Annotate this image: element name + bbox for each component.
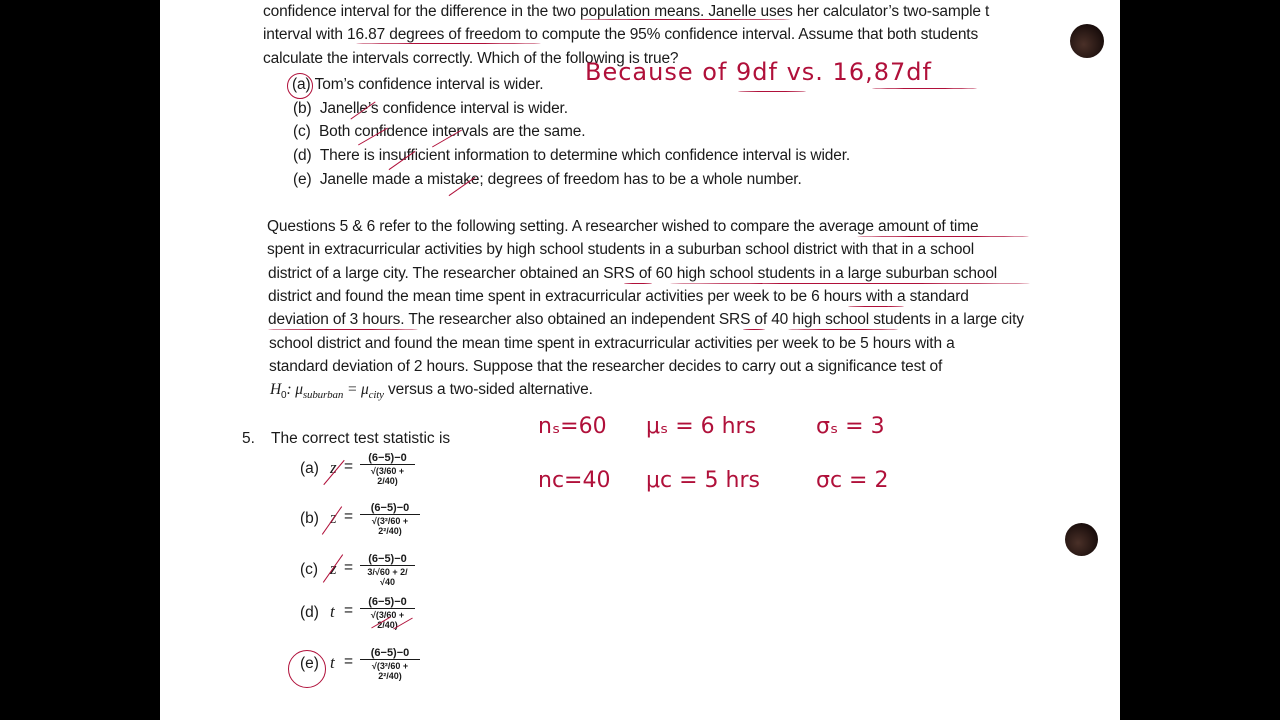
setting-line-2: spent in extracurricular activities by high school students in a suburban school district with that in a school: [267, 241, 975, 258]
q4-option-c: [293, 123, 585, 141]
q5-option-c-var: z: [330, 559, 337, 578]
note-sigma-city: σᴄ = 2: [816, 468, 889, 493]
note-mu-suburban: μₛ = 6 hrs: [646, 414, 757, 439]
handwritten-annotation: Because of 9df vs. 16,87df: [585, 58, 932, 86]
q4-line-1: confidence interval for the difference in the two population means. Janelle uses her calculator’s two-sample t: [263, 3, 990, 20]
denominator: √(3/60 + 2/40): [370, 610, 405, 630]
q5-option-a-formula: [360, 452, 415, 486]
q5-prompt: The correct test statistic is: [271, 430, 451, 447]
option-letter: (e): [293, 171, 312, 188]
setting-line-5: deviation of 3 hours. The researcher also obtained an independent SRS of 40 high school students in a large city: [268, 311, 1024, 328]
option-letter: (d): [293, 147, 312, 164]
numerator: (6−5)−0: [360, 596, 415, 609]
setting-line-6: school district and found the mean time spent in extracurricular activities per week to be 5 hours with a: [269, 335, 955, 352]
option-letter: (a): [292, 76, 311, 93]
selected-answer-circle-e: [288, 650, 326, 688]
q5-option-e-letter: (e): [300, 655, 319, 672]
equals-sign: =: [344, 508, 354, 525]
q4-option-a: [292, 76, 543, 94]
equals-sign: =: [344, 458, 354, 475]
option-text: Janelle’s confidence interval is wider.: [319, 100, 568, 117]
selected-answer-circle: [287, 73, 313, 99]
setting-line-7: standard deviation of 2 hours. Suppose that the researcher decides to carry out a significance test of: [269, 358, 943, 375]
h-subscript: 0: [281, 390, 287, 402]
q5-option-a-var: z: [330, 458, 337, 477]
note-n-city: nᴄ=40: [538, 468, 611, 493]
equals-sign: =: [344, 559, 354, 576]
option-letter: (c): [293, 123, 311, 140]
mu-city: = μ: [343, 381, 369, 398]
worksheet-page: [160, 0, 1120, 720]
numerator: (6−5)−0: [360, 452, 415, 465]
option-text: Tom’s confidence interval is wider.: [314, 76, 544, 93]
note-n-suburban: nₛ=60: [538, 414, 607, 439]
underline-average-time: [857, 236, 1029, 237]
q5-option-e-var: t: [330, 653, 335, 672]
q5-number: 5.: [242, 430, 255, 447]
underline-srs-2: [743, 329, 765, 330]
underline-40-students: [788, 329, 898, 330]
underline-6-hours: [848, 306, 904, 307]
setting-line-4: district and found the mean time spent in extracurricular activities per week to be 6 hours with a standard: [268, 288, 969, 305]
underline-60-students: [670, 283, 1030, 284]
option-text: There is insufficient information to determine which confidence interval is wider.: [319, 147, 851, 164]
equals-sign: =: [344, 602, 354, 619]
q5-option-b-letter: (b): [300, 510, 319, 527]
null-hypothesis: [270, 381, 593, 401]
underline-degrees-of-freedom: [356, 43, 541, 44]
equals-sign: =: [344, 653, 354, 670]
q5-option-e-formula: [360, 647, 420, 681]
mu-suburban: : μ: [286, 381, 303, 398]
option-text: Janelle made a mistake; degrees of freedom has to be a whole number.: [319, 171, 802, 188]
q4-option-e: [293, 171, 802, 189]
q5-option-d-var: t: [330, 602, 335, 621]
option-text: Both confidence intervals are the same.: [318, 123, 586, 140]
q4-option-d: [293, 147, 850, 165]
denominator: √(3/60 + 2/40): [370, 466, 405, 486]
suburban-subscript: suburban: [302, 389, 344, 402]
underline-3-hours: [268, 329, 418, 330]
q5-option-d-formula: [360, 596, 415, 630]
q5-option-d-letter: (d): [300, 604, 319, 621]
numerator: (6−5)−0: [360, 647, 420, 660]
setting-line-1: Questions 5 & 6 refer to the following setting. A researcher wished to compare the average amount of time: [267, 218, 979, 235]
note-sigma-suburban: σₛ = 3: [816, 414, 885, 439]
numerator: (6−5)−0: [360, 502, 420, 515]
q4-line-3: calculate the intervals correctly. Which of the following is true?: [263, 50, 679, 67]
denominator: √(3²/60 + 2²/40): [371, 661, 409, 681]
h-symbol: H: [270, 381, 282, 398]
setting-line-3: district of a large city. The researcher obtained an SRS of 60 high school students in a large suburban school: [268, 265, 998, 282]
hole-punch-bottom: [1065, 523, 1098, 556]
option-letter: (b): [293, 100, 312, 117]
city-subscript: city: [368, 389, 384, 402]
q5-option-c-letter: (c): [300, 561, 319, 578]
underline-9df: [738, 91, 806, 92]
numerator: (6−5)−0: [360, 553, 415, 566]
q4-option-b: [293, 100, 568, 118]
note-mu-city: μᴄ = 5 hrs: [646, 468, 760, 493]
underline-srs-1: [624, 283, 652, 284]
hypothesis-suffix: versus a two-sided alternative.: [383, 381, 593, 398]
q5-option-c-formula: [360, 553, 415, 587]
q4-line-2: interval with 16.87 degrees of freedom to compute the 95% confidence interval. Assume that both students: [263, 26, 979, 43]
denominator: 3/√60 + 2/√40: [367, 567, 408, 587]
q5-option-b-formula: [360, 502, 420, 536]
underline-1687df: [872, 88, 977, 89]
denominator: √(3²/60 + 2²/40): [371, 516, 409, 536]
q5-option-b-var: z: [330, 508, 337, 527]
q5-option-a-letter: (a): [300, 460, 319, 477]
underline-two-population-means: [580, 19, 790, 20]
hole-punch-top: [1070, 24, 1104, 58]
